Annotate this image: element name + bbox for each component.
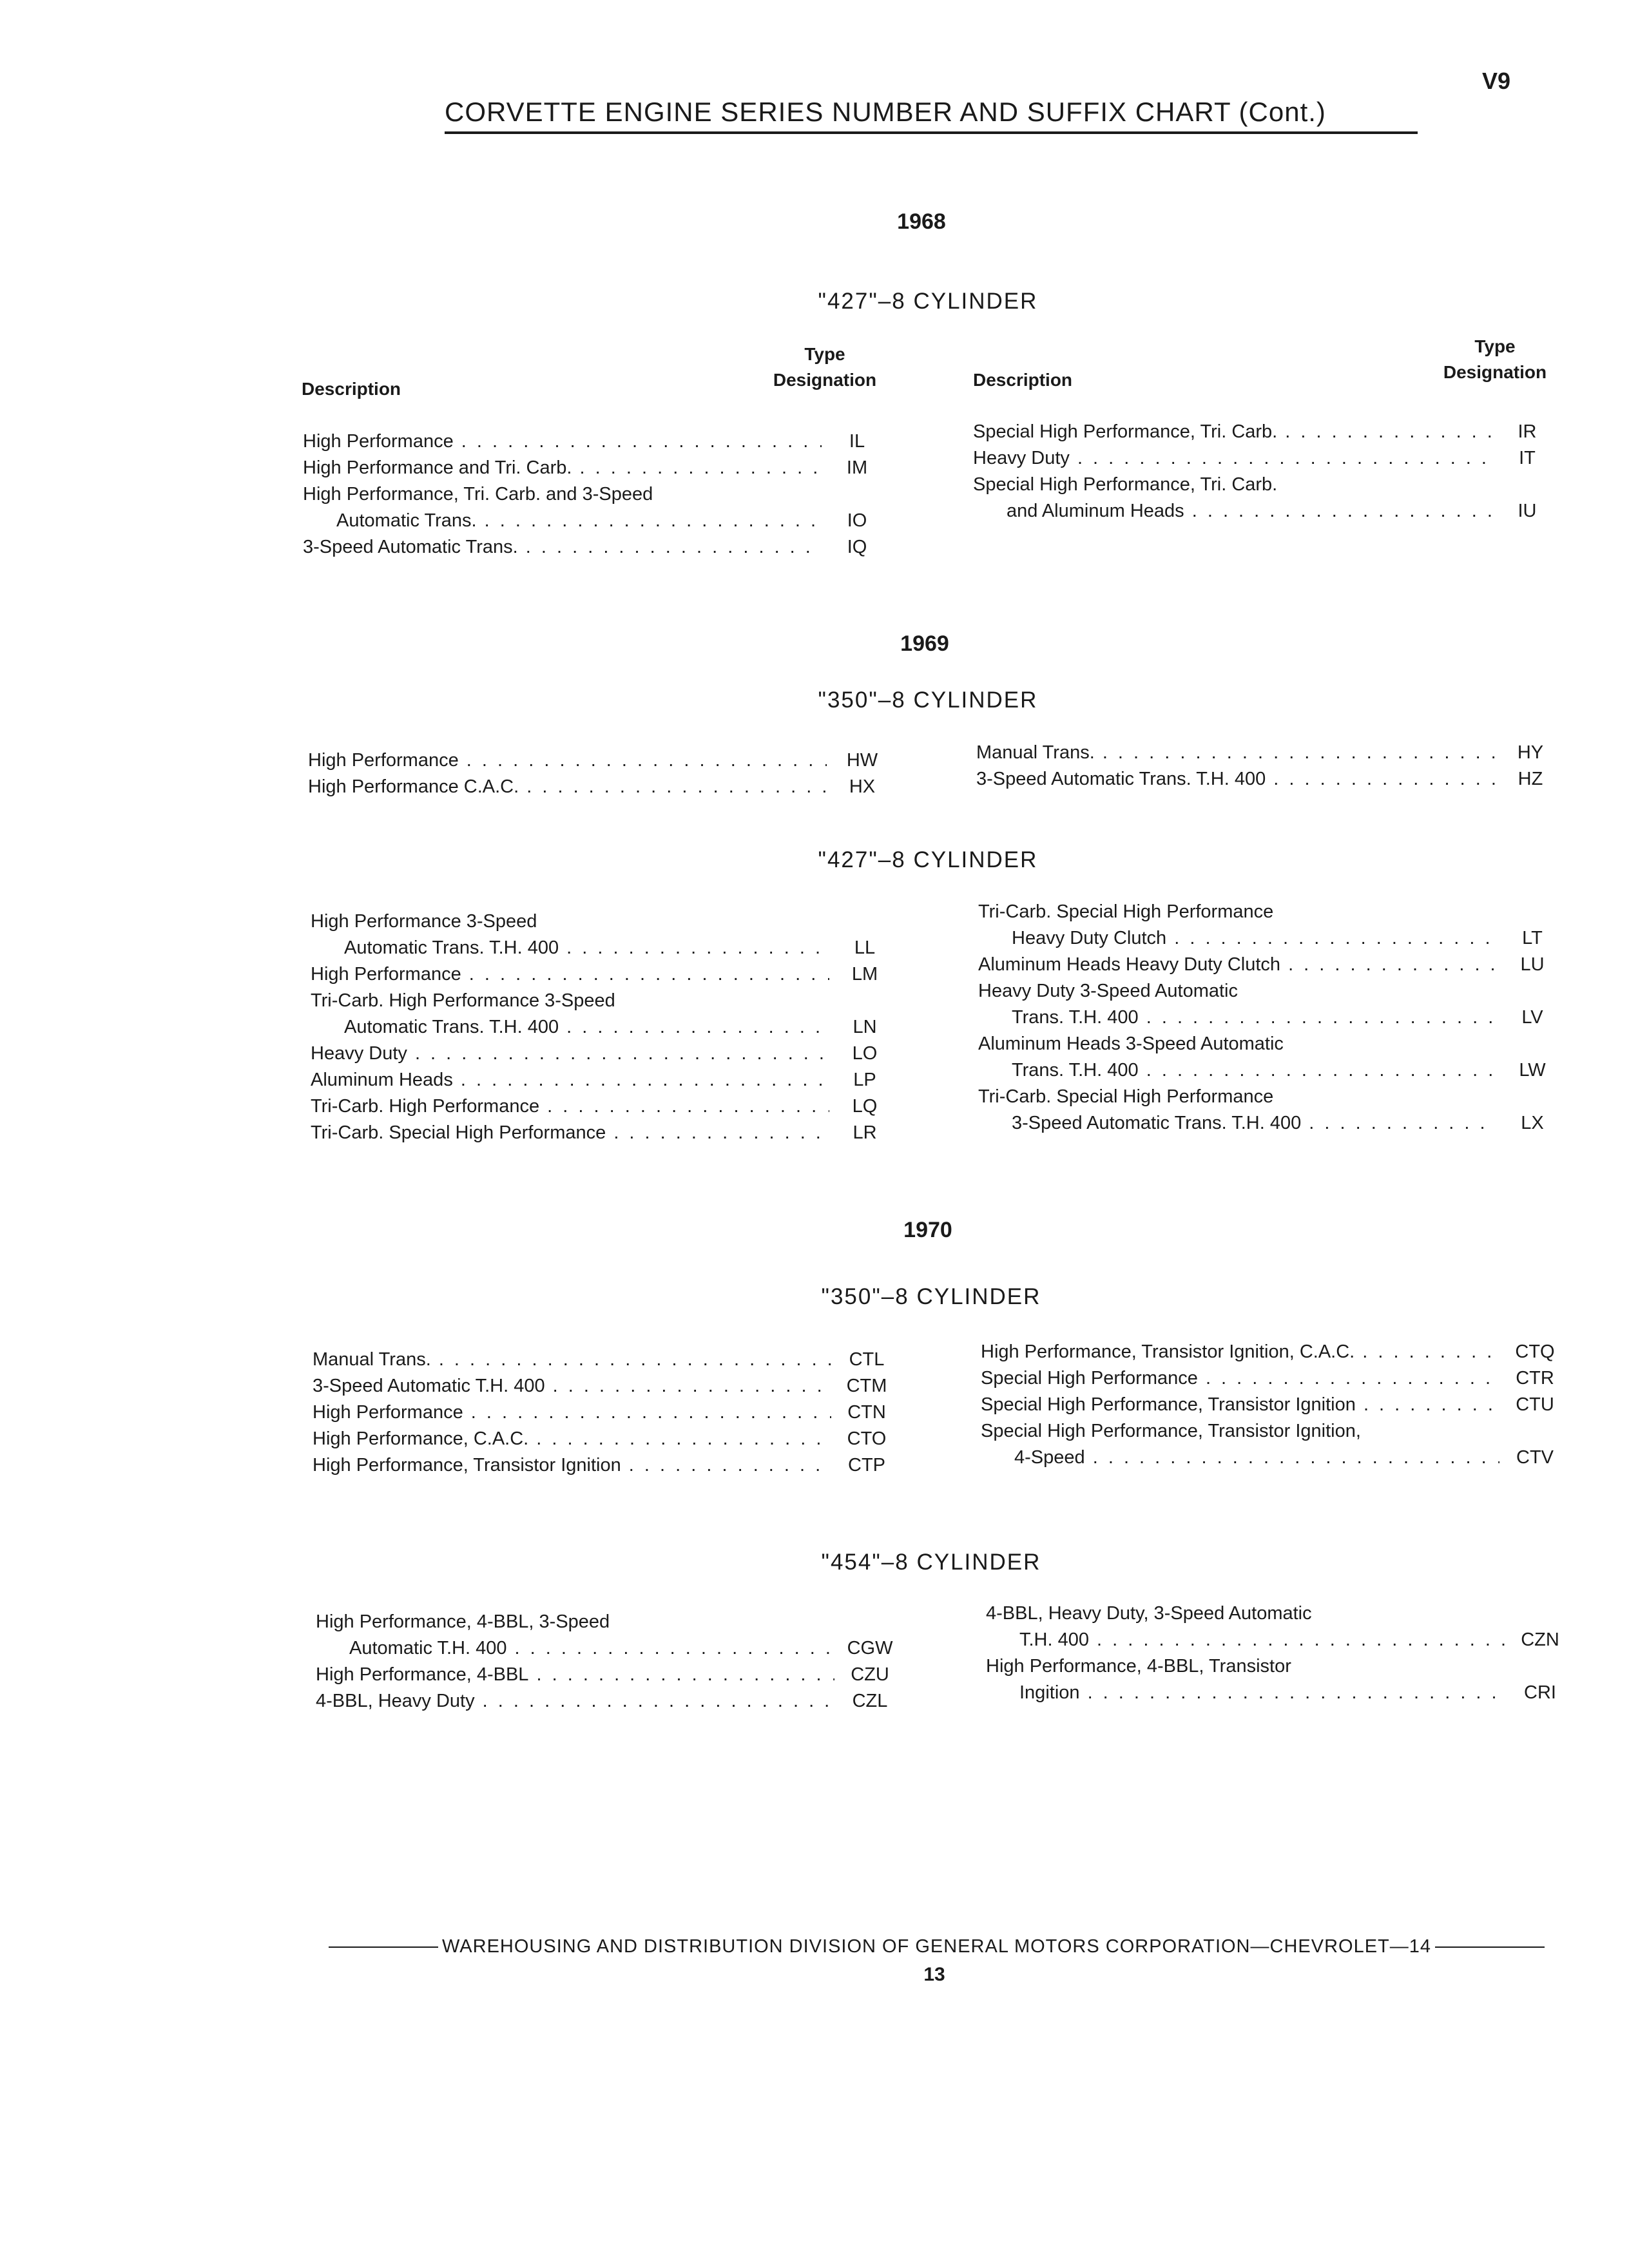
footer-rule-left xyxy=(329,1946,438,1948)
entry-code: HY xyxy=(1517,742,1544,763)
entry-row xyxy=(978,1031,1568,1057)
entry-code: IT xyxy=(1519,448,1536,468)
entry-code: CTQ xyxy=(1515,1341,1555,1362)
entry-description: 3-Speed Automatic T.H. 400 . . . xyxy=(313,1373,831,1399)
entry-description: High Performance, 4-BBL, Transistor xyxy=(986,1656,1291,1677)
entry-description: Ingition . . . xyxy=(986,1680,1505,1706)
entry-description: Trans. T.H. 400 . . . xyxy=(978,1057,1497,1084)
entries-1969-350-left xyxy=(308,747,898,800)
entry-description: Tri-Carb. High Performance 3-Speed xyxy=(311,990,615,1011)
entry-row xyxy=(311,961,900,988)
entry-row xyxy=(978,1110,1568,1137)
entry-code: IR xyxy=(1518,421,1537,442)
entry-code: LP xyxy=(853,1070,876,1090)
entry-code: LV xyxy=(1521,1007,1543,1028)
entry-description: Special High Performance, Transistor Ignition . . . xyxy=(981,1392,1499,1418)
entry-code xyxy=(1499,1418,1570,1445)
year-heading-1968: 1968 xyxy=(897,209,946,234)
entry-row xyxy=(978,978,1568,1004)
entry-code: IM xyxy=(846,457,868,478)
entry-description: Special High Performance, Tri. Carb. . . . xyxy=(973,419,1492,445)
entry-row xyxy=(311,1041,900,1067)
entry-code xyxy=(1497,899,1568,925)
designation-label: Designation xyxy=(1443,362,1547,382)
year-heading-1969: 1969 xyxy=(900,631,949,656)
entry-row xyxy=(978,1004,1568,1031)
entry-row xyxy=(973,472,1563,498)
entry-row xyxy=(303,508,892,534)
type-label: Type xyxy=(804,344,845,364)
entry-code: LL xyxy=(854,937,876,958)
entry-code: HW xyxy=(846,750,878,771)
entry-row xyxy=(313,1373,902,1399)
entry-row xyxy=(311,1014,900,1041)
entry-row xyxy=(978,1057,1568,1084)
entry-description: High Performance, Transistor Ignition, C.A.C. . . . xyxy=(981,1339,1499,1365)
entries-1970-350-left xyxy=(313,1347,902,1479)
entry-description: High Performance, C.A.C. . . . xyxy=(313,1426,831,1452)
entry-code: CTO xyxy=(847,1428,887,1449)
entries-1970-350-right xyxy=(981,1339,1570,1471)
entry-code: HZ xyxy=(1518,769,1543,789)
entry-row xyxy=(986,1653,1576,1680)
entry-code: CTR xyxy=(1516,1368,1554,1389)
entry-row xyxy=(303,455,892,481)
entry-row xyxy=(978,925,1568,952)
entry-row xyxy=(308,774,898,800)
entry-code: LW xyxy=(1519,1060,1546,1081)
entry-row xyxy=(978,1084,1568,1110)
entries-1970-454-left xyxy=(316,1609,905,1715)
entry-row xyxy=(303,534,892,561)
entries-1969-350-right xyxy=(976,740,1566,793)
entry-description: Special High Performance, Transistor Ignition, xyxy=(981,1421,1361,1441)
page-title: CORVETTE ENGINE SERIES NUMBER AND SUFFIX CHART (Cont.) xyxy=(445,97,1418,134)
entry-code xyxy=(822,481,892,508)
entry-code xyxy=(1497,978,1568,1004)
entry-description: 4-BBL, Heavy Duty . . . xyxy=(316,1688,834,1715)
entry-row xyxy=(313,1426,902,1452)
column-header-description-left: Description xyxy=(302,379,401,399)
entry-row xyxy=(981,1392,1570,1418)
entry-description: Tri-Carb. High Performance . . . xyxy=(311,1093,829,1120)
entry-row xyxy=(973,498,1563,524)
entry-code: LU xyxy=(1520,954,1545,975)
page-number: V9 xyxy=(1482,68,1511,94)
entry-row xyxy=(316,1609,905,1635)
entry-description: Tri-Carb. Special High Performance xyxy=(978,1086,1274,1107)
entry-description: Heavy Duty . . . xyxy=(311,1041,829,1067)
entry-row xyxy=(976,740,1566,766)
entries-1969-427-left xyxy=(311,908,900,1146)
entry-row xyxy=(316,1662,905,1688)
entry-code: LN xyxy=(853,1017,877,1037)
entry-code: LM xyxy=(851,964,878,985)
entry-row xyxy=(978,899,1568,925)
entry-code: CTM xyxy=(846,1376,887,1396)
entry-description: Aluminum Heads Heavy Duty Clutch . . . xyxy=(978,952,1497,978)
entry-code: IL xyxy=(849,431,865,452)
type-label: Type xyxy=(1474,336,1516,356)
entry-code: CTU xyxy=(1516,1394,1554,1415)
entry-description: 4-BBL, Heavy Duty, 3-Speed Automatic xyxy=(986,1603,1312,1624)
page-footer xyxy=(329,1936,1566,1957)
entry-description: High Performance, Transistor Ignition . . . xyxy=(313,1452,831,1479)
entry-description: High Performance C.A.C. . . . xyxy=(308,774,827,800)
entry-code: CZU xyxy=(851,1664,889,1685)
entry-description: High Performance . . . xyxy=(303,428,822,455)
entry-code: HX xyxy=(849,776,876,797)
entry-row xyxy=(313,1399,902,1426)
column-header-type-right xyxy=(1431,334,1559,385)
entry-description: Aluminum Heads 3-Speed Automatic xyxy=(978,1033,1284,1054)
entry-row xyxy=(311,1093,900,1120)
footer-rule-right xyxy=(1435,1946,1545,1948)
year-heading-1970: 1970 xyxy=(903,1218,952,1242)
entry-row xyxy=(311,1067,900,1093)
entry-description: Automatic Trans. . . . xyxy=(303,508,822,534)
entry-row xyxy=(308,747,898,774)
entry-description: High Performance, Tri. Carb. and 3-Speed xyxy=(303,484,653,505)
entries-1968-right xyxy=(973,419,1563,524)
entry-description: High Performance . . . xyxy=(313,1399,831,1426)
entry-description: 3-Speed Automatic Trans. T.H. 400 . . . xyxy=(976,766,1495,793)
entry-description: High Performance 3-Speed xyxy=(311,911,537,932)
entry-description: High Performance and Tri. Carb. . . . xyxy=(303,455,822,481)
entry-code xyxy=(829,988,900,1014)
entry-code: CTV xyxy=(1516,1447,1554,1468)
entry-row xyxy=(986,1680,1576,1706)
column-header-type-left xyxy=(760,341,889,393)
entry-code: IQ xyxy=(847,537,867,557)
entry-code xyxy=(1497,1084,1568,1110)
entry-code xyxy=(1505,1653,1576,1680)
entry-description: High Performance, 4-BBL, 3-Speed xyxy=(316,1611,610,1632)
entry-description: Tri-Carb. Special High Performance . . . xyxy=(311,1120,829,1146)
footer-text: WAREHOUSING AND DISTRIBUTION DIVISION OF GENERAL MOTORS CORPORATION—CHEVROLET—14 xyxy=(442,1936,1432,1957)
entry-row xyxy=(981,1418,1570,1445)
entry-row xyxy=(981,1339,1570,1365)
entry-description: and Aluminum Heads . . . xyxy=(973,498,1492,524)
footer-page-number: 13 xyxy=(923,1964,945,1985)
entry-code xyxy=(834,1609,905,1635)
entry-code: LR xyxy=(853,1122,877,1143)
engine-heading-1968-427: "427"–8 CYLINDER xyxy=(818,289,1038,314)
entry-code: CGW xyxy=(847,1638,893,1658)
entry-description: 3-Speed Automatic Trans. . . . xyxy=(303,534,822,561)
entry-description: 4-Speed . . . xyxy=(981,1445,1499,1471)
engine-heading-1969-427: "427"–8 CYLINDER xyxy=(818,847,1038,872)
entry-code: LT xyxy=(1522,928,1543,948)
designation-label: Designation xyxy=(773,370,877,390)
entry-description: Tri-Carb. Special High Performance xyxy=(978,901,1274,922)
entry-row xyxy=(311,908,900,935)
entry-row xyxy=(313,1452,902,1479)
entry-code: CRI xyxy=(1524,1682,1556,1703)
entry-code xyxy=(1505,1600,1576,1627)
entry-row xyxy=(303,428,892,455)
entry-code xyxy=(1492,472,1563,498)
engine-heading-1969-350: "350"–8 CYLINDER xyxy=(818,687,1038,713)
entry-description: High Performance . . . xyxy=(308,747,827,774)
entry-row xyxy=(978,952,1568,978)
entry-description: High Performance . . . xyxy=(311,961,829,988)
entry-description: Automatic Trans. T.H. 400 . . . xyxy=(311,1014,829,1041)
entry-description: Heavy Duty Clutch . . . xyxy=(978,925,1497,952)
entry-description: Trans. T.H. 400 . . . xyxy=(978,1004,1497,1031)
entry-row xyxy=(316,1688,905,1715)
entry-row xyxy=(311,988,900,1014)
entry-code: CTN xyxy=(847,1402,886,1423)
entry-description: Manual Trans. . . . xyxy=(313,1347,831,1373)
entry-code: IO xyxy=(847,510,867,531)
engine-heading-1970-454: "454"–8 CYLINDER xyxy=(821,1550,1041,1575)
engine-heading-1970-350: "350"–8 CYLINDER xyxy=(821,1284,1041,1309)
entry-row xyxy=(316,1635,905,1662)
entry-code xyxy=(829,908,900,935)
entry-row xyxy=(986,1627,1576,1653)
entries-1969-427-right xyxy=(978,899,1568,1137)
entry-code: CTP xyxy=(848,1455,885,1475)
entry-row xyxy=(973,445,1563,472)
entry-row xyxy=(986,1600,1576,1627)
entry-code: LQ xyxy=(852,1096,878,1117)
entry-description: Automatic T.H. 400 . . . xyxy=(316,1635,834,1662)
entry-description: Heavy Duty 3-Speed Automatic xyxy=(978,981,1238,1001)
entry-code: CTL xyxy=(849,1349,885,1370)
entry-description: High Performance, 4-BBL . . . xyxy=(316,1662,834,1688)
entry-row xyxy=(981,1445,1570,1471)
entry-code: LX xyxy=(1521,1113,1544,1133)
entry-row xyxy=(311,1120,900,1146)
entry-code: CZN xyxy=(1521,1629,1559,1650)
entry-description: 3-Speed Automatic Trans. T.H. 400 . . . xyxy=(978,1110,1497,1137)
entry-row xyxy=(313,1347,902,1373)
entry-code: CZL xyxy=(852,1691,888,1711)
entry-row xyxy=(311,935,900,961)
entry-description: Aluminum Heads . . . xyxy=(311,1067,829,1093)
entries-1970-454-right xyxy=(986,1600,1576,1706)
entry-description: Heavy Duty . . . xyxy=(973,445,1492,472)
entry-row xyxy=(976,766,1566,793)
entry-row xyxy=(973,419,1563,445)
entry-description: Special High Performance . . . xyxy=(981,1365,1499,1392)
entries-1968-left xyxy=(303,428,892,561)
entry-description: Manual Trans. . . . xyxy=(976,740,1495,766)
entry-code: LO xyxy=(852,1043,878,1064)
entry-code xyxy=(1497,1031,1568,1057)
entry-code: IU xyxy=(1518,501,1537,521)
entry-row xyxy=(303,481,892,508)
entry-description: Automatic Trans. T.H. 400 . . . xyxy=(311,935,829,961)
column-header-description-right: Description xyxy=(973,370,1073,390)
entry-description: T.H. 400 . . . xyxy=(986,1627,1505,1653)
entry-description: Special High Performance, Tri. Carb. xyxy=(973,474,1278,495)
entry-row xyxy=(981,1365,1570,1392)
